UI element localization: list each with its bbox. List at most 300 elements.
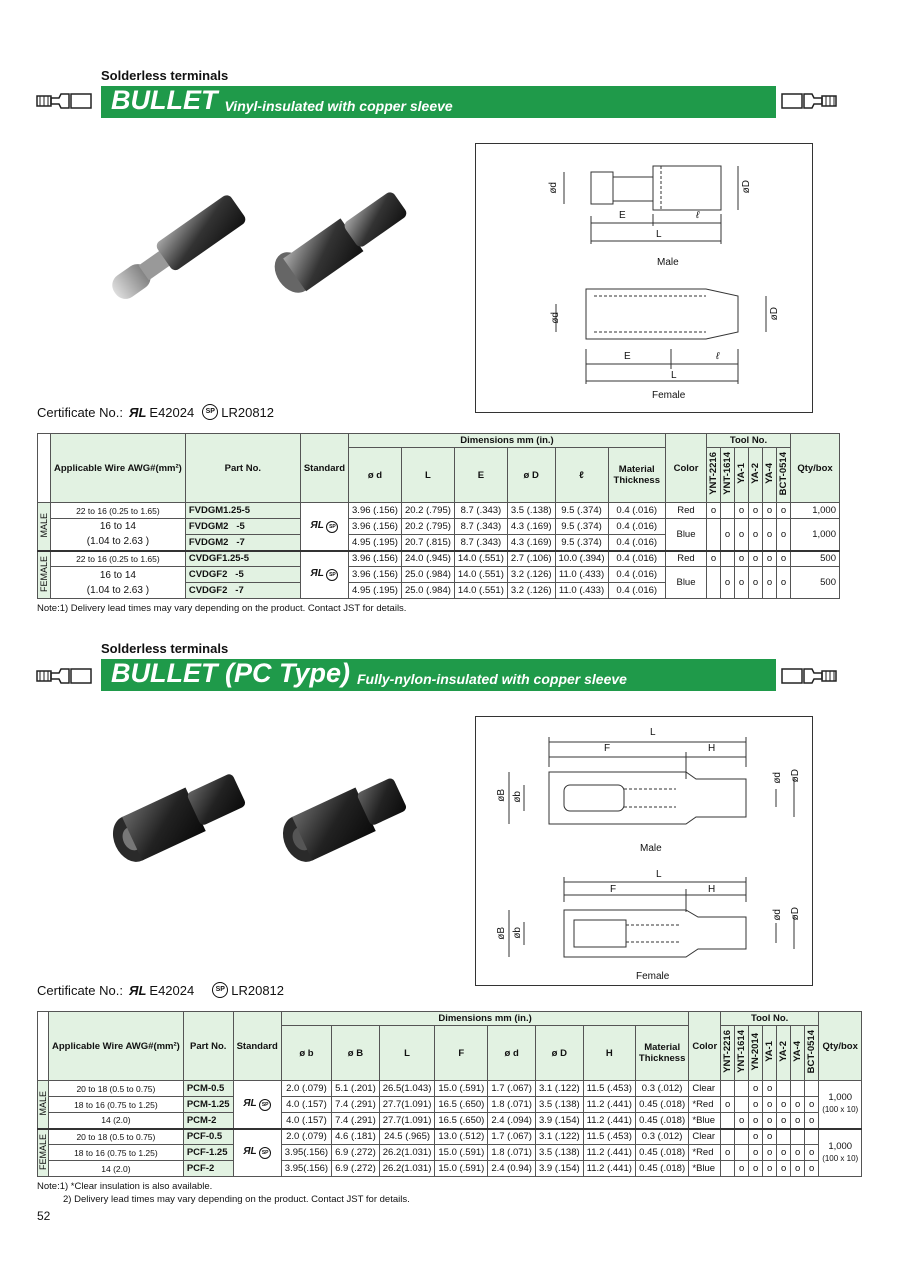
dim-col-header: L: [379, 1026, 435, 1081]
color-cell: Red: [666, 551, 707, 567]
dimension-cell: 11.0 (.433): [555, 583, 608, 599]
tool-cell: o: [763, 1113, 777, 1129]
dimension-cell: 0.45 (.018): [635, 1145, 688, 1161]
dim-oD-2f: øD: [790, 907, 801, 921]
header-tool-2: Tool No.: [721, 1012, 819, 1026]
tool-cell: o: [735, 519, 749, 551]
part-number: PCF-1.25: [183, 1145, 233, 1161]
tool-col-header: YNT-2216: [707, 448, 721, 503]
wire-cell: 16 to 14 (1.04 to 2.63 ): [51, 519, 186, 551]
dimension-cell: 3.2 (.126): [507, 567, 555, 583]
tool-cell: o: [735, 567, 749, 599]
color-cell: Clear: [689, 1129, 721, 1145]
dim-oB-2: øB: [496, 789, 507, 802]
dimension-cell: 14.0 (.551): [454, 551, 507, 567]
color-cell: *Red: [689, 1097, 721, 1113]
dim-col-header: ø d: [488, 1026, 536, 1081]
tool-cell: o: [763, 1145, 777, 1161]
dimension-cell: 10.0 (.394): [555, 551, 608, 567]
dimension-cell: 3.5 (.138): [507, 503, 555, 519]
header-qty-2: Qty/box: [819, 1012, 862, 1081]
dimension-cell: 9.5 (.374): [555, 519, 608, 535]
csa-certificate: LR20812: [221, 404, 275, 420]
part-number: PCM-2: [183, 1113, 233, 1129]
dimension-cell: 0.4 (.016): [608, 519, 666, 535]
section-label: Solderless terminals: [101, 68, 229, 83]
side-label: FEMALE: [38, 1129, 49, 1177]
dimension-cell: 4.3 (.169): [507, 535, 555, 551]
header-part: Part No.: [185, 434, 300, 503]
tool-cell: [721, 1161, 735, 1177]
dimension-cell: 13.0 (.512): [435, 1129, 488, 1145]
tool-cell: o: [749, 519, 763, 551]
dimension-cell: 25.0 (.984): [401, 583, 454, 599]
qty-cell: 1,000: [791, 519, 840, 551]
tool-col-header: YNT-1614: [735, 1026, 749, 1081]
tool-cell: o: [707, 551, 721, 567]
dimension-cell: 11.2 (.441): [583, 1113, 635, 1129]
header-wire-2: Applicable Wire AWG#(mm²): [49, 1012, 184, 1081]
tool-cell: o: [749, 1113, 763, 1129]
dimension-cell: 24.0 (.945): [401, 551, 454, 567]
tool-cell: [791, 1081, 805, 1097]
tool-cell: o: [777, 503, 791, 519]
part-number: PCM-1.25: [183, 1097, 233, 1113]
qty-cell: 1,000: [791, 503, 840, 519]
dimension-cell: 7.4 (.291): [332, 1097, 380, 1113]
dim-F-2f: F: [610, 884, 617, 895]
tool-cell: o: [805, 1097, 819, 1113]
part-number: FVDGM1.25-5: [185, 503, 300, 519]
standard-marks: [233, 1081, 281, 1129]
dimension-cell: 0.4 (.016): [608, 551, 666, 567]
dimension-cell: 20.7 (.815): [401, 535, 454, 551]
dimension-cell: 4.95 (.195): [349, 535, 402, 551]
dimension-cell: 9.5 (.374): [555, 535, 608, 551]
tool-cell: o: [749, 1081, 763, 1097]
dim-col-header: ø D: [507, 448, 555, 503]
tool-cell: o: [805, 1145, 819, 1161]
section-title: BULLET: [111, 85, 218, 115]
dimension-cell: 11.5 (.453): [583, 1129, 635, 1145]
wire-cell: 22 to 16 (0.25 to 1.65): [51, 551, 186, 567]
dimension-cell: 4.3 (.169): [507, 519, 555, 535]
dim-L-2: L: [650, 727, 656, 738]
dimension-cell: 3.96 (.156): [349, 519, 402, 535]
dimension-cell: 3.95(.156): [281, 1161, 331, 1177]
csa-mark-icon: SP: [202, 404, 218, 420]
part-number: CVDGF2 -5: [185, 567, 300, 583]
dimension-cell: 20.2 (.795): [401, 503, 454, 519]
dimension-cell: 7.4 (.291): [332, 1113, 380, 1129]
tool-cell: [735, 1097, 749, 1113]
dimension-cell: 27.7(1.091): [379, 1097, 435, 1113]
spec-table-1: [37, 433, 840, 599]
dimension-cell: 3.9 (.154): [535, 1161, 583, 1177]
certificate-line-2: [37, 982, 284, 998]
tool-cell: o: [735, 503, 749, 519]
header-wire: Applicable Wire AWG#(mm²): [51, 434, 186, 503]
dimension-cell: 0.4 (.016): [608, 583, 666, 599]
tool-cell: o: [749, 1129, 763, 1145]
dimension-cell: 8.7 (.343): [454, 503, 507, 519]
dimension-cell: 3.1 (.122): [535, 1081, 583, 1097]
tool-col-header: YA-4: [763, 448, 777, 503]
dimension-cell: 0.4 (.016): [608, 567, 666, 583]
dim-oB-2f: øB: [496, 927, 507, 940]
table-row: [38, 1145, 862, 1161]
dimension-cell: 6.9 (.272): [332, 1161, 380, 1177]
table-row: [38, 503, 840, 519]
title-banner-2: [101, 659, 776, 691]
tool-cell: o: [763, 567, 777, 599]
dimension-cell: 4.0 (.157): [281, 1097, 331, 1113]
tool-cell: o: [777, 567, 791, 599]
tool-col-header: YA-2: [749, 448, 763, 503]
terminal-icon-left: [35, 90, 95, 112]
section-subtitle: Vinyl-insulated with copper sleeve: [224, 98, 453, 114]
dim-od-2f: ød: [772, 909, 783, 921]
dim-L-female: L: [671, 370, 677, 381]
tool-cell: [707, 567, 721, 599]
dimension-cell: 0.45 (.018): [635, 1097, 688, 1113]
dim-oD: øD: [741, 180, 752, 194]
dimension-cell: 2.4 (0.94): [488, 1161, 536, 1177]
tool-cell: [791, 1129, 805, 1145]
product-photo-bullet-pc: [110, 770, 410, 900]
tool-col-header: YNT-2216: [721, 1026, 735, 1081]
dim-od: ød: [548, 182, 559, 194]
certificate-prefix-2: Certificate No.:: [37, 982, 123, 998]
color-cell: Red: [666, 503, 707, 519]
csa-mark-icon-2: SP: [212, 982, 228, 998]
dimension-cell: 15.0 (.591): [435, 1145, 488, 1161]
dimension-cell: 1.7 (.067): [488, 1129, 536, 1145]
diagram-female-label-2: Female: [636, 971, 670, 982]
tool-cell: [721, 1129, 735, 1145]
certificate-line: [37, 404, 274, 420]
tool-cell: o: [777, 1145, 791, 1161]
tool-cell: o: [707, 503, 721, 519]
note-2b: 2) Delivery lead times may vary depending on the product. Contact JST for details.: [63, 1194, 410, 1205]
dim-L-2f: L: [656, 869, 662, 880]
dim-H-2f: H: [708, 884, 716, 895]
dimension-cell: 15.0 (.591): [435, 1161, 488, 1177]
qty-cell: 500: [791, 567, 840, 599]
tool-col-header: YN-2014: [749, 1026, 763, 1081]
part-number: PCF-2: [183, 1161, 233, 1177]
dimension-diagram: [475, 143, 813, 413]
tool-cell: o: [735, 1113, 749, 1129]
dim-col-header: Material Thickness: [608, 448, 666, 503]
dim-od-2: ød: [772, 772, 783, 784]
section-title-2: BULLET (PC Type): [111, 658, 350, 688]
header-qty: Qty/box: [791, 434, 840, 503]
qty-cell: 1,000 (100 x 10): [819, 1129, 862, 1177]
qty-cell: 1,000 (100 x 10): [819, 1081, 862, 1129]
page-number: 52: [37, 1209, 51, 1223]
color-cell: Clear: [689, 1081, 721, 1097]
tool-cell: [735, 1081, 749, 1097]
tool-cell: o: [763, 503, 777, 519]
wire-cell: 14 (2.0): [49, 1113, 184, 1129]
tool-cell: o: [735, 551, 749, 567]
table-row: [38, 1097, 862, 1113]
certificate-prefix: Certificate No.:: [37, 404, 123, 420]
csa-certificate-2: LR20812: [231, 982, 285, 998]
dimension-cell: 16.5 (.650): [435, 1113, 488, 1129]
tool-cell: o: [735, 1161, 749, 1177]
dimension-cell: 8.7 (.343): [454, 519, 507, 535]
ul-mark-icon: ЯL: [310, 519, 324, 531]
tool-cell: o: [791, 1097, 805, 1113]
header-dimensions-2: Dimensions mm (in.): [281, 1012, 689, 1026]
terminal-icon-right-2: [780, 665, 840, 687]
tool-cell: o: [749, 567, 763, 599]
tool-cell: o: [791, 1113, 805, 1129]
note-1: Note:1) Delivery lead times may vary depending on the product. Contact JST for details.: [37, 603, 407, 614]
tool-cell: o: [749, 503, 763, 519]
dimension-cell: 0.45 (.018): [635, 1113, 688, 1129]
tool-cell: o: [763, 551, 777, 567]
tool-cell: o: [721, 567, 735, 599]
dim-col-header: H: [583, 1026, 635, 1081]
qty-cell: 500: [791, 551, 840, 567]
table-row: [38, 1113, 862, 1129]
side-label: FEMALE: [38, 551, 51, 599]
tool-cell: [707, 519, 721, 551]
dim-col-header: ø d: [349, 448, 402, 503]
ul-mark-icon: ЯL: [243, 1146, 257, 1158]
dimension-cell: 1.7 (.067): [488, 1081, 536, 1097]
tool-cell: o: [791, 1145, 805, 1161]
header-part-2: Part No.: [183, 1012, 233, 1081]
dim-oD-2: øD: [790, 769, 801, 783]
tool-cell: o: [805, 1161, 819, 1177]
side-label: MALE: [38, 1081, 49, 1129]
dimension-cell: 0.4 (.016): [608, 503, 666, 519]
wire-cell: 18 to 16 (0.75 to 1.25): [49, 1145, 184, 1161]
dim-col-header: ℓ: [555, 448, 608, 503]
dimension-cell: 14.0 (.551): [454, 567, 507, 583]
header-standard: Standard: [300, 434, 348, 503]
part-number: PCF-0.5: [183, 1129, 233, 1145]
tool-cell: o: [749, 1145, 763, 1161]
part-number: PCM-0.5: [183, 1081, 233, 1097]
csa-mark-icon: SP: [259, 1147, 271, 1159]
diagram-male-label-2: Male: [640, 843, 662, 854]
wire-cell: 22 to 16 (0.25 to 1.65): [51, 503, 186, 519]
dimension-cell: 3.95(.156): [281, 1145, 331, 1161]
dim-oD-female: øD: [769, 307, 780, 321]
standard-marks: [300, 551, 348, 599]
section-label-2: Solderless terminals: [101, 641, 229, 656]
table-row: [38, 1161, 862, 1177]
dim-col-header: Material Thickness: [635, 1026, 688, 1081]
wire-cell: 16 to 14 (1.04 to 2.63 ): [51, 567, 186, 599]
part-number: FVDGM2 -5: [185, 519, 300, 535]
table-row: [38, 519, 840, 535]
dimension-cell: 16.5 (.650): [435, 1097, 488, 1113]
dimension-cell: 2.0 (.079): [281, 1081, 331, 1097]
tool-col-header: BCT-0514: [805, 1026, 819, 1081]
color-cell: *Blue: [689, 1113, 721, 1129]
tool-col-header: YA-1: [735, 448, 749, 503]
dimension-cell: 4.95 (.195): [349, 583, 402, 599]
dimension-cell: 20.2 (.795): [401, 519, 454, 535]
dimension-cell: 11.5 (.453): [583, 1081, 635, 1097]
spec-table-2: [37, 1011, 862, 1177]
tool-cell: o: [721, 519, 735, 551]
dim-od-female: ød: [550, 312, 561, 324]
dimension-cell: 0.4 (.016): [608, 535, 666, 551]
tool-col-header: YA-1: [763, 1026, 777, 1081]
tool-cell: o: [763, 1097, 777, 1113]
dimension-cell: 3.96 (.156): [349, 551, 402, 567]
dimension-cell: 14.0 (.551): [454, 583, 507, 599]
header-tool: Tool No.: [707, 434, 791, 448]
wire-cell: 18 to 16 (0.75 to 1.25): [49, 1097, 184, 1113]
ul-certificate-2: E42024: [149, 982, 195, 998]
dimension-cell: 25.0 (.984): [401, 567, 454, 583]
dim-col-header: E: [454, 448, 507, 503]
dimension-cell: 27.7(1.091): [379, 1113, 435, 1129]
tool-cell: o: [763, 1129, 777, 1145]
tool-col-header: YNT-1614: [721, 448, 735, 503]
dimension-cell: 3.9 (.154): [535, 1113, 583, 1129]
terminal-icon-right: [780, 90, 840, 112]
part-number: CVDGF2 -7: [185, 583, 300, 599]
diagram-male-label: Male: [657, 257, 679, 268]
dim-ob-2: øb: [512, 791, 523, 803]
dim-col-header: L: [401, 448, 454, 503]
dimension-cell: 11.2 (.441): [583, 1097, 635, 1113]
dimension-cell: 0.3 (.012): [635, 1129, 688, 1145]
dimension-cell: 1.8 (.071): [488, 1097, 536, 1113]
color-cell: Blue: [666, 519, 707, 551]
dimension-cell: 11.0 (.433): [555, 567, 608, 583]
terminal-icon-left-2: [35, 665, 95, 687]
dimension-cell: 26.2(1.031): [379, 1145, 435, 1161]
dimension-cell: 3.96 (.156): [349, 567, 402, 583]
dimension-cell: 6.9 (.272): [332, 1145, 380, 1161]
tool-cell: o: [777, 1161, 791, 1177]
tool-cell: o: [777, 1097, 791, 1113]
tool-col-header: YA-4: [791, 1026, 805, 1081]
dim-E: E: [619, 210, 626, 221]
dim-col-header: ø B: [332, 1026, 380, 1081]
dimension-cell: 11.2 (.441): [583, 1145, 635, 1161]
dimension-cell: 0.45 (.018): [635, 1161, 688, 1177]
dimension-diagram-2: [475, 716, 813, 986]
table-row: [38, 1081, 862, 1097]
standard-marks: [300, 503, 348, 551]
header-standard-2: Standard: [233, 1012, 281, 1081]
tool-cell: o: [721, 1097, 735, 1113]
csa-mark-icon: SP: [326, 569, 338, 581]
csa-mark-icon: SP: [326, 521, 338, 533]
dimension-cell: 3.5 (.138): [535, 1145, 583, 1161]
dimension-cell: 9.5 (.374): [555, 503, 608, 519]
dim-l: ℓ: [696, 210, 700, 221]
ul-mark-icon: ЯL: [243, 1097, 257, 1109]
part-number: CVDGF1.25-5: [185, 551, 300, 567]
tool-cell: [721, 1081, 735, 1097]
dimension-cell: 2.0 (.079): [281, 1129, 331, 1145]
color-cell: *Blue: [689, 1161, 721, 1177]
dim-E-female: E: [624, 351, 631, 362]
tool-col-header: BCT-0514: [777, 448, 791, 503]
dim-H-2: H: [708, 743, 716, 754]
dimension-cell: 8.7 (.343): [454, 535, 507, 551]
header-dimensions: Dimensions mm (in.): [349, 434, 666, 448]
side-label: MALE: [38, 503, 51, 551]
dimension-cell: 11.2 (.441): [583, 1161, 635, 1177]
dimension-cell: 3.5 (.138): [535, 1097, 583, 1113]
dim-ob-2f: øb: [512, 927, 523, 939]
dim-col-header: ø D: [535, 1026, 583, 1081]
tool-cell: [721, 1113, 735, 1129]
tool-cell: [805, 1129, 819, 1145]
table-row: [38, 567, 840, 583]
csa-mark-icon: SP: [259, 1099, 271, 1111]
tool-cell: [735, 1129, 749, 1145]
title-banner: [101, 86, 776, 118]
product-photo-bullet: [100, 190, 430, 360]
dimension-cell: 2.7 (.106): [507, 551, 555, 567]
tool-cell: o: [805, 1113, 819, 1129]
diagram-female-label: Female: [652, 390, 686, 401]
tool-cell: o: [749, 1161, 763, 1177]
table-row: [38, 551, 840, 567]
tool-cell: [721, 551, 735, 567]
dimension-cell: 3.96 (.156): [349, 503, 402, 519]
tool-cell: o: [763, 519, 777, 551]
tool-cell: o: [777, 1113, 791, 1129]
dimension-cell: 3.1 (.122): [535, 1129, 583, 1145]
wire-cell: 20 to 18 (0.5 to 0.75): [49, 1129, 184, 1145]
tool-col-header: YA-2: [777, 1026, 791, 1081]
tool-cell: o: [791, 1161, 805, 1177]
dim-col-header: ø b: [281, 1026, 331, 1081]
ul-certificate: E42024: [149, 404, 195, 420]
note-2a: Note:1) *Clear insulation is also available.: [37, 1181, 213, 1192]
dimension-cell: 2.4 (.094): [488, 1113, 536, 1129]
tool-cell: [777, 1129, 791, 1145]
tool-cell: [777, 1081, 791, 1097]
dimension-cell: 1.8 (.071): [488, 1145, 536, 1161]
color-cell: *Red: [689, 1145, 721, 1161]
tool-cell: [805, 1081, 819, 1097]
dimension-cell: 4.6 (.181): [332, 1129, 380, 1145]
dim-F-2: F: [604, 743, 611, 754]
wire-cell: 14 (2.0): [49, 1161, 184, 1177]
dim-l-female: ℓ: [716, 351, 720, 362]
dim-L: L: [656, 229, 662, 240]
section-subtitle-2: Fully-nylon-insulated with copper sleeve: [357, 671, 627, 687]
header-color: Color: [666, 434, 707, 503]
wire-cell: 20 to 18 (0.5 to 0.75): [49, 1081, 184, 1097]
tool-cell: o: [721, 1145, 735, 1161]
ul-mark-icon: ЯL: [310, 568, 324, 580]
table-row: [38, 1129, 862, 1145]
header-color-2: Color: [689, 1012, 721, 1081]
dimension-cell: 3.2 (.126): [507, 583, 555, 599]
tool-cell: [735, 1145, 749, 1161]
dimension-cell: 15.0 (.591): [435, 1081, 488, 1097]
tool-cell: o: [749, 551, 763, 567]
dimension-cell: 26.2(1.031): [379, 1161, 435, 1177]
